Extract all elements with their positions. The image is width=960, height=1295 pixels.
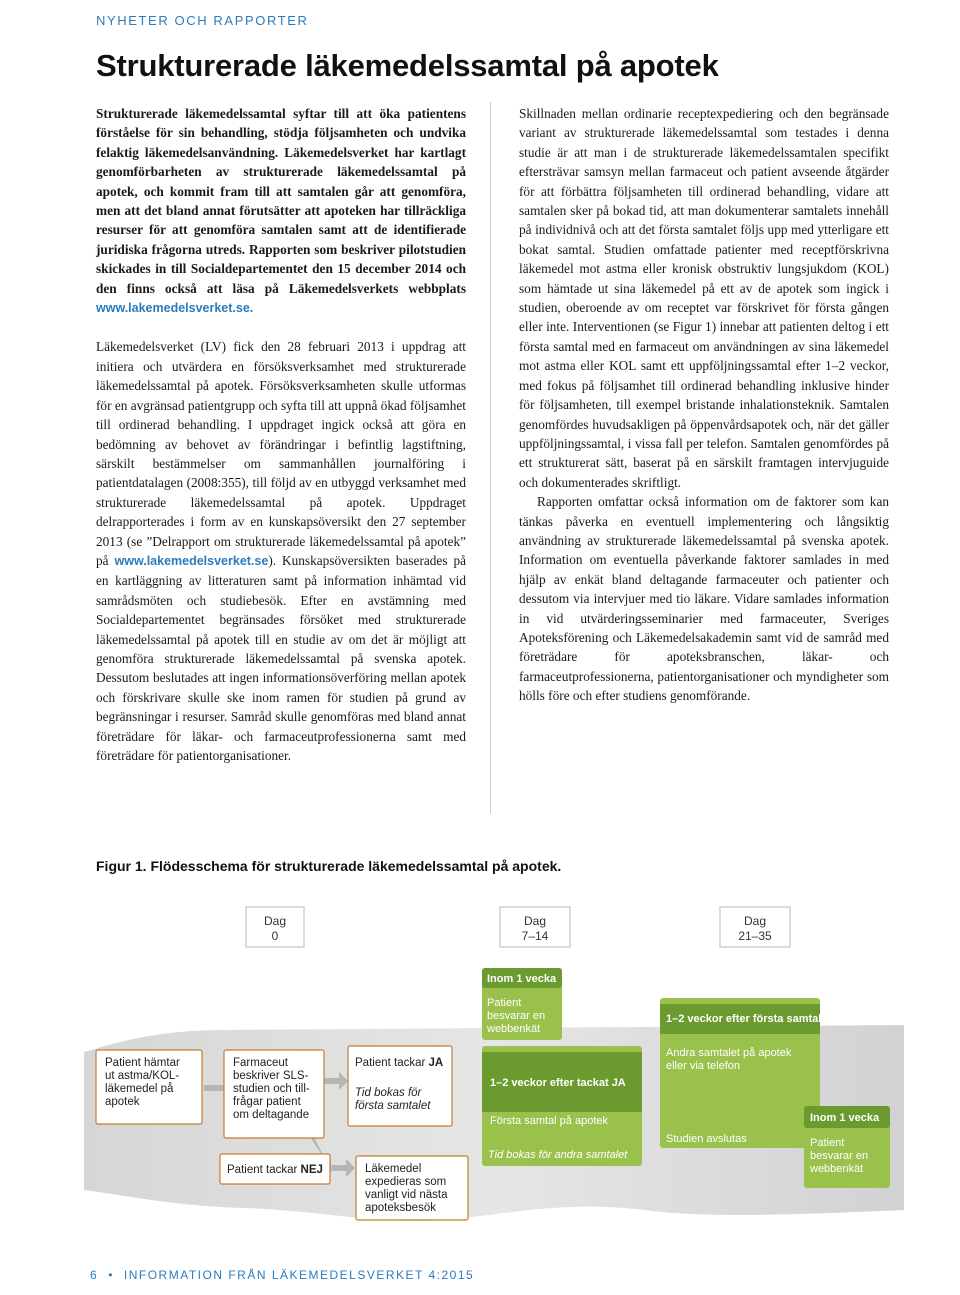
g2-title: 1–2 veckor efter tackat JA: [490, 1077, 626, 1089]
b3-pre: Patient tackar: [355, 1057, 429, 1069]
svg-text:Patient tackar JA: [355, 1057, 443, 1069]
footer-bullet: •: [108, 1268, 114, 1282]
g4-line: besvarar en: [810, 1150, 869, 1162]
article-column-left: [96, 104, 466, 765]
g3-text2: Studien avslutas: [666, 1133, 747, 1145]
body-paragraph-2: Skillnaden mellan ordinarie receptexpediering och den begränsade variant av strukturerade läkemedelssamtal som testades i denna studie är att man i de strukturerade läkemedelssamtalen specifikt eftersträvar samsyn mellan farmaceut och patient avseende åtgärder för att förbättra följsamheten till ordinerad behandling, vidare att samtalen sker på bokad tid, att man dokumenterar samtalets innehåll på individnivå och att det första samtalet följs upp med ytterligare ett bokat samtal. Studien omfattade patienter med receptförskrivna läkemedel mot astma eller kronisk obstruktiv lungsjukdom (KOL) som hämtade ut sina läkemedel på ett av de apotek som ingick i studien, oberoende av om receptet var förskrivet för första gången eller inte. Interventionen (se Figur 1) innebar att patienten deltog i ett första samtal med en farmaceut om användningen av sina läkemedel mot astma eller KOL samt ett uppföljningssamtal efter 1–2 veckor, med fokus på följsamhet till ordinerad behandling inklusive hinder för följsamheten, till exempel bristande inhalationsteknik. Samtalen genomfördes huvudsakligen på öppenvårdsapotek och, när det gäller uppföljningssamtal, i vissa fall per telefon. Samtalen genomfördes på ett strukturerat sätt, baserat på en särskilt framtagen intervjuguide och dokumenterades skriftligt.: [519, 106, 889, 490]
box-lakemedel-expedieras: [356, 1156, 468, 1220]
figure-caption: Figur 1. Flödesschema för strukturerade läkemedelssamtal på apotek.: [96, 858, 562, 874]
b1-line: Patient hämtar: [105, 1057, 180, 1069]
b3-bold: JA: [428, 1057, 444, 1069]
b1-line: ut astma/KOL-: [105, 1070, 180, 1082]
b2-line: om deltagande: [233, 1109, 310, 1121]
lead-link[interactable]: www.lakemedelsverket.se.: [96, 301, 254, 316]
b1-line: läkemedel på: [105, 1083, 174, 1095]
lead-paragraph: [96, 104, 466, 318]
box-patient-nej: [220, 1154, 330, 1184]
p1-text-b: ). Kunskapsöversikten baserades på en kartläggning av litteraturen samt på information inhämtad vid samrådsmöten och studiebesök. Efter en avstämning med Socialdepartementet begränsades försöket med strukturerade läkemedelssamtal på apotek till en studie av om det är möjligt att genomföra strukturerade läkemedelssamtal på svenska apotek. Dessutom beslutades att ingen informationsöverföring mellan apotek och förskrivare skulle ske inom ramen för studien på grund av begränsningar i resurser. Samråd skulle genomföras med bland annat företrädare för läkar- och farmaceutprofessionerna samt med företrädare för patientorganisationer.: [96, 552, 467, 763]
g4-line: Patient: [810, 1137, 845, 1149]
g3-title: 1–2 veckor efter första samtalet: [666, 1013, 832, 1025]
day-0-label: Dag: [263, 914, 287, 928]
box-farmaceut: [224, 1050, 324, 1138]
article-column-right: [519, 104, 889, 706]
g1-line: webbenkät: [487, 1023, 541, 1035]
day-21-box: [720, 907, 790, 947]
g4-line: webbenkät: [810, 1163, 864, 1175]
box-patient-hamtar: [96, 1050, 202, 1124]
green-box-inom-1-vecka-2: [804, 1106, 890, 1188]
body-paragraph-3: Rapporten omfattar också information om de faktorer som kan tänkas påverka en eventuell implementering och långsiktig användning av strukturerade läkemedelssamtal på svenska apotek. Information om eventuella påverkande faktorer samlades in med hjälp av enkät bland deltagande farmaceuter och patienter och dessutom via intervjuer med tio läkare. Vidare samlades information in vid utvärderingsseminarier med farmaceuter, Sveriges Apoteksförening och Läkemedelsakademin samt vid de samråd med företrädare för apoteksbranschen, läkar- och farmaceutprofessionerna, patientorganisationer och myndigheter som hölls före och efter studiens genomförande.: [519, 494, 889, 704]
green-box-inom-1-vecka-1: [482, 968, 562, 1040]
svg-text:Patient tackar NEJ: [227, 1164, 323, 1176]
g1-line: Patient: [487, 997, 522, 1009]
b5-line: Läkemedel: [365, 1163, 422, 1175]
b3-italic: första samtalet: [355, 1100, 431, 1112]
g3-line: Andra samtalet på apotek: [666, 1047, 792, 1059]
day-7-label: Dag: [523, 914, 547, 928]
column-divider: [490, 102, 491, 814]
p1-text-a: Läkemedelsverket (LV) fick den 28 februari 2013 i uppdrag att initiera och utvärdera en försöksverksamhet med strukturerade läkemedelssamtal på apotek. Försöksverksamheten skulle utformas för en avgränsad patientgrupp och syfta till att uppnå ökad följsamhet till ordinerad behandling. I uppdraget ingick också att göra en bedömning av behovet av förändringar i befintlig lagstiftning, särskilt bestämmelser om sammanhållen journalföring i patientdatalagen (2008:355), till följd av en utbyggd verksamhet med strukturerade läkemedelssamtal på apotek. Uppdraget delrapporterades i form av en kunskapsöversikt den 27 september 2013 (se ”Delrapport om strukturerade läkemedelssamtal på apotek” på: [96, 339, 466, 568]
b4-bold: NEJ: [300, 1164, 323, 1176]
g2-text: Första samtal på apotek: [490, 1115, 609, 1127]
g1-line: besvarar en: [487, 1010, 546, 1022]
g1-title: Inom 1 vecka: [487, 973, 557, 985]
page-number: 6: [90, 1268, 99, 1282]
b3-italic: Tid bokas för: [355, 1087, 422, 1099]
b4-pre: Patient tackar: [227, 1164, 301, 1176]
svg-text:Tid bokas för första sam: [355, 1087, 431, 1112]
day-21-value: 21–35: [738, 929, 772, 943]
box-patient-ja: [348, 1046, 452, 1126]
p1-link[interactable]: www.lakemedelsverket.se: [114, 553, 269, 568]
flowchart: [84, 880, 904, 1240]
b5-line: apoteksbesök: [365, 1202, 436, 1214]
day-0-box: [246, 907, 304, 947]
b2-line: frågar patient: [233, 1096, 301, 1108]
g3-line: eller via telefon: [666, 1060, 740, 1072]
b2-line: beskriver SLS-: [233, 1070, 309, 1082]
g4-title: Inom 1 vecka: [810, 1112, 880, 1124]
b1-line: apotek: [105, 1096, 140, 1108]
b2-line: Farmaceut: [233, 1057, 288, 1069]
page-footer: [90, 1268, 484, 1282]
g2-italic: Tid bokas för andra samtalet: [488, 1149, 628, 1161]
publication-name: INFORMATION FRÅN LÄKEMEDELSVERKET 4:2015: [123, 1268, 475, 1282]
day-21-label: Dag: [743, 914, 767, 928]
page-title: Strukturerade läkemedelssamtal på apotek: [96, 48, 719, 83]
b2-line: studien och till-: [233, 1083, 310, 1095]
section-kicker: NYHETER OCH RAPPORTER: [96, 13, 309, 28]
day-7-box: [500, 907, 570, 947]
green-box-forsta-samtal: [482, 1046, 642, 1166]
b5-line: expedieras som: [365, 1176, 447, 1188]
day-0-value: 0: [271, 929, 279, 943]
lead-text: Strukturerade läkemedelssamtal syftar till att öka patientens förståelse för sin behandling, stödja följsamheten och undvika felaktig läkemedelsanvändning. Läkemedelsverket har kartlagt genomförbarheten av strukturerade läkemedelssamtal på apotek, och kommit fram till att samtalen går att genomföra, men att det bland annat förutsätter att apoteken har tillräckliga resurser för att genomföra samtalen samt att de identifierade juridiska frågorna utreds. Rapporten som beskriver pilotstudien skickades in till Socialdepartementet den 15 december 2014 och den finns också att läsa på Läkemedelsverkets webbplats: [96, 106, 466, 296]
day-7-value: 7–14: [521, 929, 549, 943]
b5-line: vanligt vid nästa: [365, 1189, 448, 1201]
body-paragraph-1: [96, 337, 466, 765]
